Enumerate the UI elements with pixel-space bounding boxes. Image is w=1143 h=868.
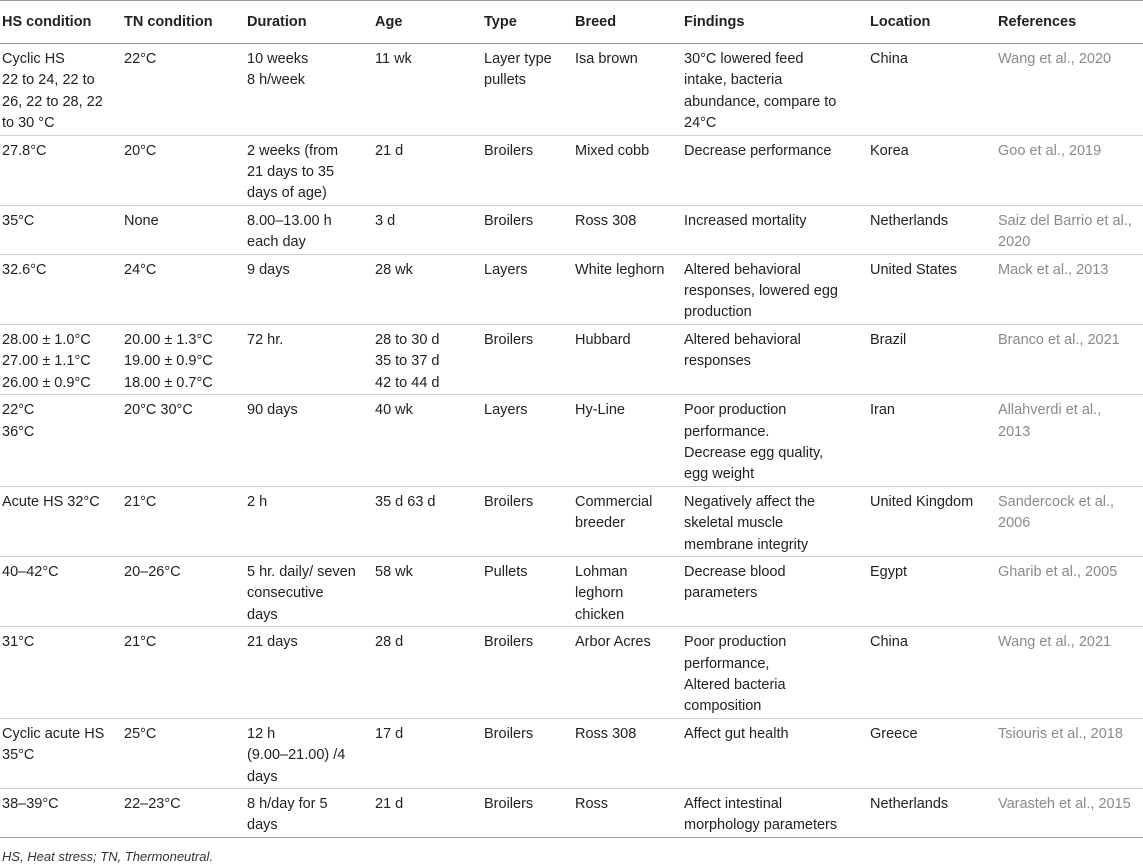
- cell-line: Saiz del Barrio et al.,: [998, 212, 1132, 229]
- table-row: [0, 254, 1143, 324]
- cell-hs-condition: [0, 627, 122, 719]
- cell-line: 35 to 37 d: [375, 353, 440, 370]
- cell-duration: [245, 324, 373, 394]
- cell-findings: [682, 254, 868, 324]
- cell-line: days of age): [247, 185, 327, 202]
- cell-line: China: [870, 51, 908, 67]
- table-row: [0, 205, 1143, 254]
- cell-line: 10 weeks: [247, 51, 309, 67]
- cell-line: Netherlands: [870, 796, 949, 812]
- cell-line: 8.00–13.00 h: [247, 212, 332, 229]
- cell-line: Commercial: [575, 493, 653, 510]
- table-row: [0, 324, 1143, 394]
- cell-hs-condition: [0, 135, 122, 205]
- cell-breed: [573, 44, 682, 136]
- cell-line: Korea: [870, 142, 909, 159]
- cell-findings: [682, 44, 868, 136]
- cell-line: intake, bacteria: [684, 72, 783, 89]
- cell-type: [482, 44, 573, 136]
- cell-age: [373, 205, 482, 254]
- cell-line: breeder: [575, 515, 625, 532]
- cell-location: [868, 486, 996, 556]
- cell-line: Iran: [870, 402, 895, 419]
- cell-references: [996, 627, 1143, 719]
- cell-line: Gharib et al., 2005: [998, 563, 1118, 580]
- cell-line: 26, 22 to 28, 22: [2, 93, 103, 110]
- cell-line: Poor production: [684, 634, 787, 651]
- header-row: [0, 1, 1143, 44]
- cell-line: 11 wk: [375, 51, 412, 67]
- cell-line: None: [124, 212, 159, 229]
- cell-line: 35 d 63 d: [375, 493, 436, 510]
- cell-line: 21 days: [247, 634, 298, 651]
- cell-duration: [245, 395, 373, 487]
- cell-line: days: [247, 817, 278, 834]
- cell-line: Decrease blood: [684, 563, 786, 580]
- cell-line: Layers: [484, 402, 528, 419]
- cell-line: egg weight: [684, 466, 755, 483]
- cell-line: abundance, compare to: [684, 93, 837, 110]
- cell-findings: [682, 789, 868, 838]
- cell-line: 32.6°C: [2, 261, 47, 278]
- cell-line: Affect gut health: [684, 725, 789, 742]
- cell-duration: [245, 254, 373, 324]
- cell-location: [868, 324, 996, 394]
- cell-location: [868, 44, 996, 136]
- cell-location: [868, 254, 996, 324]
- cell-line: 30°C lowered feed: [684, 51, 804, 67]
- cell-line: White leghorn: [575, 261, 665, 278]
- cell-line: Greece: [870, 725, 918, 742]
- cell-references: [996, 205, 1143, 254]
- cell-references: [996, 324, 1143, 394]
- cell-line: 28 d: [375, 634, 404, 651]
- cell-type: [482, 627, 573, 719]
- cell-line: 8 h/day for 5: [247, 796, 328, 812]
- cell-hs-condition: [0, 324, 122, 394]
- cell-tn-condition: [122, 627, 245, 719]
- cell-line: 2013: [998, 423, 1031, 440]
- cell-line: 24°C: [684, 115, 717, 132]
- cell-line: Poor production: [684, 402, 787, 419]
- cell-line: performance,: [684, 655, 770, 672]
- cell-line: Mixed cobb: [575, 142, 650, 159]
- cell-location: [868, 627, 996, 719]
- cell-line: Altered behavioral: [684, 331, 801, 348]
- cell-tn-condition: [122, 395, 245, 487]
- cell-line: Tsiouris et al., 2018: [998, 725, 1123, 742]
- cell-age: [373, 44, 482, 136]
- col-header-hs-condition: HS condition: [0, 1, 122, 44]
- cell-duration: [245, 627, 373, 719]
- cell-type: [482, 486, 573, 556]
- cell-line: Cyclic HS: [2, 51, 65, 67]
- table-row: [0, 395, 1143, 487]
- cell-line: 9 days: [247, 261, 290, 278]
- cell-line: 25°C: [124, 725, 157, 742]
- cell-breed: [573, 135, 682, 205]
- table-row: [0, 789, 1143, 838]
- cell-references: [996, 44, 1143, 136]
- cell-line: 35°C: [2, 212, 35, 229]
- cell-line: Layers: [484, 261, 528, 278]
- cell-line: 18.00 ± 0.7°C: [124, 374, 213, 391]
- cell-duration: [245, 135, 373, 205]
- cell-line: 27.8°C: [2, 142, 47, 159]
- cell-line: 40 wk: [375, 402, 413, 419]
- cell-findings: [682, 395, 868, 487]
- cell-line: Layer type: [484, 51, 552, 67]
- cell-line: 2 h: [247, 493, 268, 510]
- cell-breed: [573, 556, 682, 626]
- cell-breed: [573, 205, 682, 254]
- cell-line: Sandercock et al.,: [998, 493, 1115, 510]
- cell-line: pullets: [484, 72, 526, 89]
- cell-line: Decrease egg quality,: [684, 444, 824, 461]
- cell-duration: [245, 789, 373, 838]
- cell-age: [373, 718, 482, 788]
- cell-tn-condition: [122, 254, 245, 324]
- cell-line: 20.00 ± 1.3°C: [124, 331, 213, 348]
- cell-line: 35°C: [2, 747, 35, 764]
- col-header-references: References: [996, 1, 1143, 44]
- cell-references: [996, 395, 1143, 487]
- cell-tn-condition: [122, 556, 245, 626]
- cell-hs-condition: [0, 254, 122, 324]
- cell-location: [868, 135, 996, 205]
- cell-hs-condition: [0, 486, 122, 556]
- cell-line: China: [870, 634, 908, 651]
- cell-line: skeletal muscle: [684, 515, 784, 532]
- cell-tn-condition: [122, 44, 245, 136]
- table-row: [0, 486, 1143, 556]
- cell-line: Varasteh et al., 2015: [998, 796, 1131, 812]
- cell-line: United States: [870, 261, 958, 278]
- cell-line: 42 to 44 d: [375, 374, 440, 391]
- table-row: [0, 135, 1143, 205]
- cell-line: 28.00 ± 1.0°C: [2, 331, 91, 348]
- cell-hs-condition: [0, 395, 122, 487]
- cell-line: Broilers: [484, 796, 534, 812]
- cell-line: morphology parameters: [684, 817, 838, 834]
- cell-line: Increased mortality: [684, 212, 807, 229]
- cell-references: [996, 135, 1143, 205]
- cell-line: Altered behavioral: [684, 261, 801, 278]
- cell-line: Ross 308: [575, 725, 637, 742]
- cell-line: (9.00–21.00) /4: [247, 747, 346, 764]
- cell-references: [996, 254, 1143, 324]
- cell-age: [373, 395, 482, 487]
- col-header-tn-condition: TN condition: [122, 1, 245, 44]
- cell-tn-condition: [122, 718, 245, 788]
- cell-breed: [573, 627, 682, 719]
- cell-line: Hubbard: [575, 331, 631, 348]
- cell-line: 21 d: [375, 796, 404, 812]
- cell-line: Wang et al., 2021: [998, 634, 1112, 651]
- cell-line: 21°C: [124, 493, 157, 510]
- cell-line: 28 to 30 d: [375, 331, 440, 348]
- cell-line: Broilers: [484, 142, 534, 159]
- cell-line: Egypt: [870, 563, 908, 580]
- cell-line: 26.00 ± 0.9°C: [2, 374, 91, 391]
- cell-breed: [573, 254, 682, 324]
- cell-line: 2006: [998, 515, 1031, 532]
- cell-location: [868, 556, 996, 626]
- cell-line: each day: [247, 234, 306, 251]
- cell-age: [373, 324, 482, 394]
- cell-duration: [245, 718, 373, 788]
- table-body: [0, 44, 1143, 838]
- cell-line: Goo et al., 2019: [998, 142, 1102, 159]
- cell-line: 17 d: [375, 725, 404, 742]
- cell-location: [868, 789, 996, 838]
- col-header-duration: Duration: [245, 1, 373, 44]
- cell-line: responses: [684, 353, 751, 370]
- cell-duration: [245, 44, 373, 136]
- cell-line: Mack et al., 2013: [998, 261, 1109, 278]
- cell-type: [482, 718, 573, 788]
- cell-line: 20–26°C: [124, 563, 181, 580]
- cell-breed: [573, 486, 682, 556]
- cell-breed: [573, 324, 682, 394]
- table-row: [0, 718, 1143, 788]
- cell-line: 8 h/week: [247, 72, 306, 89]
- cell-references: [996, 486, 1143, 556]
- cell-age: [373, 135, 482, 205]
- cell-line: 20°C 30°C: [124, 402, 193, 419]
- cell-line: 36°C: [2, 423, 35, 440]
- cell-location: [868, 395, 996, 487]
- cell-line: Netherlands: [870, 212, 949, 229]
- col-header-findings: Findings: [682, 1, 868, 44]
- cell-line: Altered bacteria: [684, 676, 786, 693]
- cell-line: 2020: [998, 234, 1031, 251]
- cell-findings: [682, 718, 868, 788]
- cell-line: Ross 308: [575, 212, 637, 229]
- cell-line: Decrease performance: [684, 142, 832, 159]
- cell-line: Brazil: [870, 331, 907, 348]
- table-row: [0, 556, 1143, 626]
- cell-line: to 30 °C: [2, 115, 55, 132]
- cell-line: 58 wk: [375, 563, 413, 580]
- cell-findings: [682, 486, 868, 556]
- cell-line: Negatively affect the: [684, 493, 816, 510]
- cell-type: [482, 254, 573, 324]
- cell-line: 90 days: [247, 402, 298, 419]
- cell-line: 20°C: [124, 142, 157, 159]
- cell-line: Branco et al., 2021: [998, 331, 1120, 348]
- cell-findings: [682, 556, 868, 626]
- cell-breed: [573, 789, 682, 838]
- cell-type: [482, 556, 573, 626]
- col-header-breed: Breed: [573, 1, 682, 44]
- cell-line: 22–23°C: [124, 796, 181, 812]
- cell-line: 12 h: [247, 725, 276, 742]
- cell-line: 38–39°C: [2, 796, 59, 812]
- cell-line: 31°C: [2, 634, 35, 651]
- cell-line: membrane integrity: [684, 536, 809, 553]
- cell-references: [996, 556, 1143, 626]
- cell-line: Allahverdi et al.,: [998, 402, 1102, 419]
- cell-line: 3 d: [375, 212, 396, 229]
- cell-tn-condition: [122, 135, 245, 205]
- cell-location: [868, 718, 996, 788]
- cell-line: 22 to 24, 22 to: [2, 72, 95, 89]
- cell-breed: [573, 718, 682, 788]
- cell-line: Broilers: [484, 634, 534, 651]
- cell-line: 21 d: [375, 142, 404, 159]
- cell-findings: [682, 135, 868, 205]
- cell-hs-condition: [0, 44, 122, 136]
- cell-line: Isa brown: [575, 51, 638, 67]
- cell-line: 72 hr.: [247, 331, 284, 348]
- cell-line: Arbor Acres: [575, 634, 651, 651]
- cell-line: Hy-Line: [575, 402, 625, 419]
- col-header-type: Type: [482, 1, 573, 44]
- table-row: [0, 44, 1143, 136]
- cell-findings: [682, 324, 868, 394]
- cell-line: 22°C: [2, 402, 35, 419]
- cell-line: Cyclic acute HS: [2, 725, 105, 742]
- cell-breed: [573, 395, 682, 487]
- cell-line: days: [247, 606, 278, 623]
- table-footnote: HS, Heat stress; TN, Thermoneutral.: [2, 849, 213, 864]
- cell-age: [373, 627, 482, 719]
- cell-hs-condition: [0, 789, 122, 838]
- cell-tn-condition: [122, 205, 245, 254]
- cell-line: Wang et al., 2020: [998, 51, 1112, 67]
- cell-line: Pullets: [484, 563, 528, 580]
- cell-line: 19.00 ± 0.9°C: [124, 353, 213, 370]
- cell-line: 21 days to 35: [247, 164, 335, 181]
- cell-age: [373, 486, 482, 556]
- cell-duration: [245, 205, 373, 254]
- cell-references: [996, 789, 1143, 838]
- cell-line: leghorn: [575, 585, 624, 602]
- cell-line: United Kingdom: [870, 493, 974, 510]
- cell-line: Broilers: [484, 331, 534, 348]
- cell-line: Ross: [575, 796, 609, 812]
- cell-line: 5 hr. daily/ seven: [247, 563, 356, 580]
- cell-age: [373, 254, 482, 324]
- cell-location: [868, 205, 996, 254]
- cell-line: 27.00 ± 1.1°C: [2, 353, 91, 370]
- cell-line: chicken: [575, 606, 625, 623]
- cell-line: 22°C: [124, 51, 157, 67]
- col-header-age: Age: [373, 1, 482, 44]
- cell-line: production: [684, 304, 752, 321]
- cell-line: Broilers: [484, 212, 534, 229]
- cell-line: parameters: [684, 585, 758, 602]
- cell-type: [482, 205, 573, 254]
- cell-type: [482, 324, 573, 394]
- cell-hs-condition: [0, 718, 122, 788]
- cell-line: Broilers: [484, 493, 534, 510]
- table-row: [0, 627, 1143, 719]
- cell-findings: [682, 205, 868, 254]
- cell-line: Lohman: [575, 563, 628, 580]
- cell-line: performance.: [684, 423, 770, 440]
- cell-duration: [245, 556, 373, 626]
- cell-age: [373, 556, 482, 626]
- cell-tn-condition: [122, 486, 245, 556]
- cell-type: [482, 135, 573, 205]
- cell-hs-condition: [0, 205, 122, 254]
- cell-line: 40–42°C: [2, 563, 59, 580]
- cell-line: days: [247, 768, 278, 785]
- cell-type: [482, 789, 573, 838]
- cell-line: Acute HS 32°C: [2, 493, 100, 510]
- cell-duration: [245, 486, 373, 556]
- cell-line: Affect intestinal: [684, 796, 783, 812]
- col-header-location: Location: [868, 1, 996, 44]
- cell-hs-condition: [0, 556, 122, 626]
- cell-type: [482, 395, 573, 487]
- cell-references: [996, 718, 1143, 788]
- cell-findings: [682, 627, 868, 719]
- cell-line: 24°C: [124, 261, 157, 278]
- cell-line: 28 wk: [375, 261, 413, 278]
- cell-line: responses, lowered egg: [684, 283, 838, 300]
- cell-age: [373, 789, 482, 838]
- cell-tn-condition: [122, 789, 245, 838]
- cell-line: composition: [684, 698, 762, 715]
- cell-line: consecutive: [247, 585, 324, 602]
- cell-tn-condition: [122, 324, 245, 394]
- cell-line: 21°C: [124, 634, 157, 651]
- cell-line: 2 weeks (from: [247, 142, 339, 159]
- cell-line: Broilers: [484, 725, 534, 742]
